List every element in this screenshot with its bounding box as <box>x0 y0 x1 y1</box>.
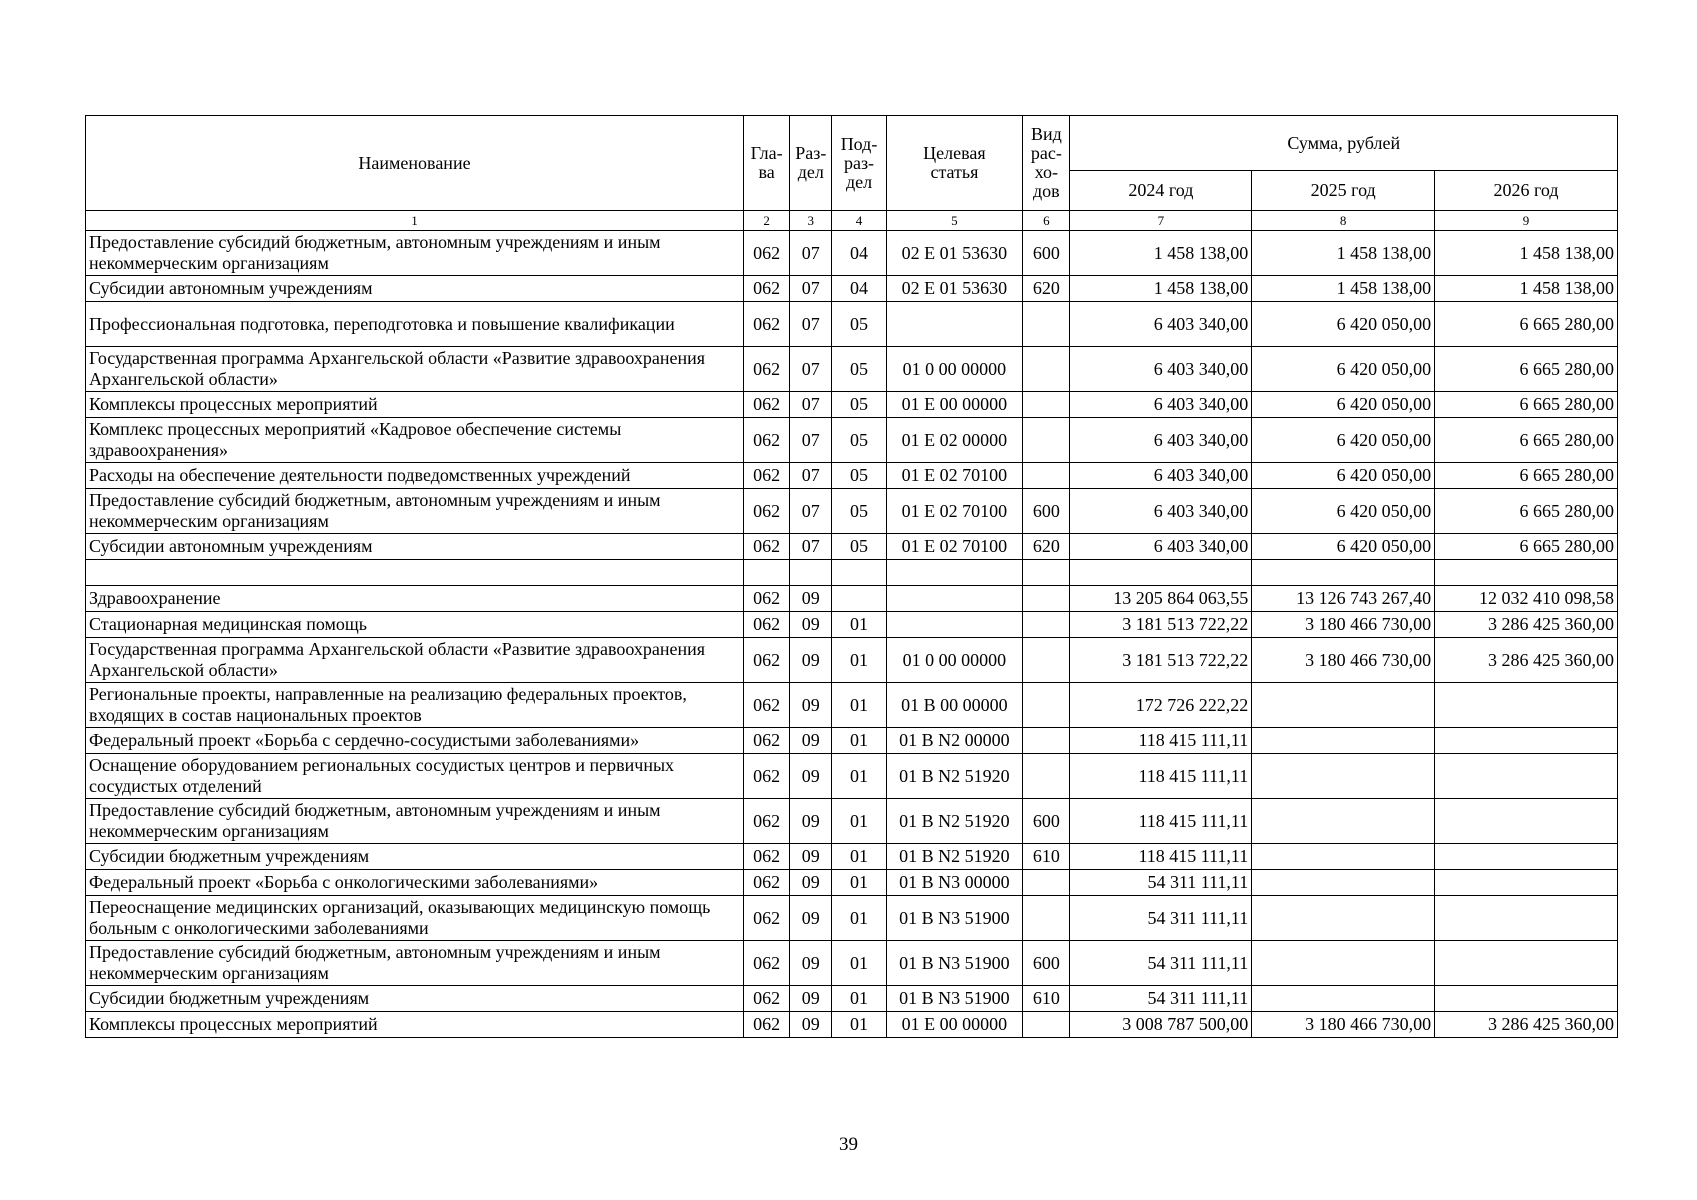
row-name: Переоснащение медицинских организаций, оказывающих медицинскую помощь больным с онкологическими заболеваниями <box>86 896 744 941</box>
row-target-article <box>886 302 1023 347</box>
row-section: 07 <box>790 276 832 302</box>
table-row <box>86 489 1618 534</box>
row-subsection: 05 <box>832 534 886 560</box>
table-row <box>86 231 1618 276</box>
row-subsection: 01 <box>832 941 886 986</box>
row-target-article: 01 В 00 00000 <box>886 683 1023 728</box>
row-expense-type <box>1023 586 1070 612</box>
row-subsection: 01 <box>832 870 886 896</box>
row-name: Предоставление субсидий бюджетным, автономным учреждениям и иным некоммерческим организациям <box>86 799 744 844</box>
row-sum-2025 <box>1252 799 1435 844</box>
row-expense-type <box>1023 638 1070 683</box>
row-sum-2024: 118 415 111,11 <box>1070 799 1252 844</box>
row-target-article <box>886 560 1023 586</box>
table-body <box>86 231 1618 1038</box>
row-chapter: 062 <box>744 534 790 560</box>
row-section: 09 <box>790 612 832 638</box>
row-target-article: 01 Е 02 70100 <box>886 463 1023 489</box>
row-name: Предоставление субсидий бюджетным, автономным учреждениям и иным некоммерческим организациям <box>86 231 744 276</box>
column-number: 2 <box>744 211 790 231</box>
header-year-2026: 2026 год <box>1435 171 1618 211</box>
row-subsection: 01 <box>832 1012 886 1038</box>
row-target-article: 01 0 00 00000 <box>886 347 1023 392</box>
row-expense-type: 610 <box>1023 844 1070 870</box>
table-row <box>86 799 1618 844</box>
row-sum-2026: 6 665 280,00 <box>1435 463 1618 489</box>
page-number: 39 <box>839 1134 858 1155</box>
table-row <box>86 638 1618 683</box>
table-row <box>86 276 1618 302</box>
row-name: Здравоохранение <box>86 586 744 612</box>
row-chapter: 062 <box>744 231 790 276</box>
row-expense-type: 600 <box>1023 799 1070 844</box>
row-chapter: 062 <box>744 799 790 844</box>
row-chapter <box>744 560 790 586</box>
column-number: 1 <box>86 211 744 231</box>
row-target-article <box>886 586 1023 612</box>
header-target-article: Целевая статья <box>886 116 1023 211</box>
row-sum-2024: 13 205 864 063,55 <box>1070 586 1252 612</box>
row-sum-2026: 1 458 138,00 <box>1435 231 1618 276</box>
row-name: Федеральный проект «Борьба с онкологическими заболеваниями» <box>86 870 744 896</box>
row-target-article: 01 Е 00 00000 <box>886 1012 1023 1038</box>
row-sum-2024: 6 403 340,00 <box>1070 302 1252 347</box>
row-section: 09 <box>790 896 832 941</box>
row-section: 07 <box>790 231 832 276</box>
header-year-2025: 2025 год <box>1252 171 1435 211</box>
row-sum-2026: 12 032 410 098,58 <box>1435 586 1618 612</box>
row-sum-2024: 3 181 513 722,22 <box>1070 638 1252 683</box>
row-sum-2024: 118 415 111,11 <box>1070 728 1252 754</box>
row-sum-2026: 3 286 425 360,00 <box>1435 638 1618 683</box>
row-sum-2025 <box>1252 986 1435 1012</box>
column-number: 5 <box>886 211 1023 231</box>
row-subsection: 01 <box>832 754 886 799</box>
row-sum-2026: 6 665 280,00 <box>1435 347 1618 392</box>
row-sum-2025 <box>1252 683 1435 728</box>
row-expense-type <box>1023 683 1070 728</box>
row-section: 07 <box>790 347 832 392</box>
row-name: Расходы на обеспечение деятельности подведомственных учреждений <box>86 463 744 489</box>
row-name: Предоставление субсидий бюджетным, автономным учреждениям и иным некоммерческим организациям <box>86 489 744 534</box>
row-sum-2024: 1 458 138,00 <box>1070 231 1252 276</box>
column-number: 4 <box>832 211 886 231</box>
budget-table <box>85 115 1618 1038</box>
row-name: Комплексы процессных мероприятий <box>86 1012 744 1038</box>
row-sum-2024: 6 403 340,00 <box>1070 347 1252 392</box>
row-sum-2024: 6 403 340,00 <box>1070 418 1252 463</box>
row-chapter: 062 <box>744 754 790 799</box>
row-expense-type <box>1023 896 1070 941</box>
table-row <box>86 463 1618 489</box>
row-section: 09 <box>790 754 832 799</box>
row-name: Оснащение оборудованием региональных сосудистых центров и первичных сосудистых отделений <box>86 754 744 799</box>
row-target-article: 01 В N2 00000 <box>886 728 1023 754</box>
row-sum-2024: 3 008 787 500,00 <box>1070 1012 1252 1038</box>
row-name: Субсидии бюджетным учреждениям <box>86 844 744 870</box>
row-sum-2026: 6 665 280,00 <box>1435 392 1618 418</box>
row-subsection: 05 <box>832 418 886 463</box>
row-sum-2025: 3 180 466 730,00 <box>1252 638 1435 683</box>
row-name: Субсидии автономным учреждениям <box>86 276 744 302</box>
row-section: 09 <box>790 844 832 870</box>
table-row <box>86 560 1618 586</box>
row-sum-2025: 6 420 050,00 <box>1252 534 1435 560</box>
row-sum-2026 <box>1435 560 1618 586</box>
row-name: Субсидии бюджетным учреждениям <box>86 986 744 1012</box>
row-chapter: 062 <box>744 418 790 463</box>
row-subsection: 01 <box>832 799 886 844</box>
row-subsection: 05 <box>832 489 886 534</box>
row-subsection: 01 <box>832 683 886 728</box>
row-sum-2026: 3 286 425 360,00 <box>1435 1012 1618 1038</box>
row-sum-2024: 6 403 340,00 <box>1070 463 1252 489</box>
row-section: 07 <box>790 489 832 534</box>
row-sum-2025 <box>1252 754 1435 799</box>
row-sum-2026: 6 665 280,00 <box>1435 418 1618 463</box>
table-row <box>86 302 1618 347</box>
row-chapter: 062 <box>744 683 790 728</box>
table-row <box>86 418 1618 463</box>
row-chapter: 062 <box>744 347 790 392</box>
row-expense-type: 620 <box>1023 534 1070 560</box>
row-name <box>86 560 744 586</box>
row-sum-2024: 1 458 138,00 <box>1070 276 1252 302</box>
row-sum-2026 <box>1435 896 1618 941</box>
row-expense-type <box>1023 392 1070 418</box>
row-target-article: 01 В N2 51920 <box>886 754 1023 799</box>
row-sum-2025 <box>1252 870 1435 896</box>
row-section: 07 <box>790 418 832 463</box>
row-target-article: 01 Е 02 70100 <box>886 489 1023 534</box>
row-name: Профессиональная подготовка, переподготовка и повышение квалификации <box>86 302 744 347</box>
row-subsection: 01 <box>832 844 886 870</box>
row-name: Государственная программа Архангельской области «Развитие здравоохранения Архангельской области» <box>86 638 744 683</box>
row-sum-2026: 3 286 425 360,00 <box>1435 612 1618 638</box>
row-name: Государственная программа Архангельской области «Развитие здравоохранения Архангельской области» <box>86 347 744 392</box>
row-section: 09 <box>790 870 832 896</box>
row-expense-type <box>1023 418 1070 463</box>
header-expense-type: Вид рас- хо- дов <box>1023 116 1070 211</box>
row-target-article: 01 В N2 51920 <box>886 844 1023 870</box>
row-chapter: 062 <box>744 612 790 638</box>
row-subsection: 05 <box>832 463 886 489</box>
row-section: 09 <box>790 986 832 1012</box>
row-sum-2026 <box>1435 754 1618 799</box>
row-sum-2026: 1 458 138,00 <box>1435 276 1618 302</box>
row-subsection: 01 <box>832 728 886 754</box>
row-name: Субсидии автономным учреждениям <box>86 534 744 560</box>
header-year-2024: 2024 год <box>1070 171 1252 211</box>
column-number: 3 <box>790 211 832 231</box>
row-sum-2025 <box>1252 941 1435 986</box>
row-sum-2024: 54 311 111,11 <box>1070 896 1252 941</box>
row-sum-2024: 3 181 513 722,22 <box>1070 612 1252 638</box>
row-section: 09 <box>790 728 832 754</box>
row-expense-type <box>1023 870 1070 896</box>
row-target-article: 01 В N3 00000 <box>886 870 1023 896</box>
row-target-article: 01 В N3 51900 <box>886 896 1023 941</box>
table-row <box>86 844 1618 870</box>
row-name: Региональные проекты, направленные на реализацию федеральных проектов, входящих в состав национальных проектов <box>86 683 744 728</box>
row-sum-2025: 13 126 743 267,40 <box>1252 586 1435 612</box>
row-expense-type <box>1023 560 1070 586</box>
row-chapter: 062 <box>744 392 790 418</box>
column-number: 9 <box>1435 211 1618 231</box>
row-chapter: 062 <box>744 586 790 612</box>
row-expense-type <box>1023 1012 1070 1038</box>
row-name: Предоставление субсидий бюджетным, автономным учреждениям и иным некоммерческим организациям <box>86 941 744 986</box>
row-sum-2025: 6 420 050,00 <box>1252 489 1435 534</box>
row-sum-2025 <box>1252 560 1435 586</box>
row-expense-type <box>1023 754 1070 799</box>
row-sum-2025 <box>1252 844 1435 870</box>
row-subsection: 05 <box>832 302 886 347</box>
header-chapter: Гла- ва <box>744 116 790 211</box>
row-sum-2025: 6 420 050,00 <box>1252 347 1435 392</box>
table-row <box>86 586 1618 612</box>
row-expense-type: 610 <box>1023 986 1070 1012</box>
row-subsection <box>832 586 886 612</box>
row-sum-2025: 1 458 138,00 <box>1252 231 1435 276</box>
row-section: 09 <box>790 586 832 612</box>
row-target-article: 01 Е 02 00000 <box>886 418 1023 463</box>
row-expense-type <box>1023 463 1070 489</box>
row-sum-2025: 6 420 050,00 <box>1252 302 1435 347</box>
row-sum-2025: 3 180 466 730,00 <box>1252 612 1435 638</box>
column-number: 7 <box>1070 211 1252 231</box>
row-subsection <box>832 560 886 586</box>
row-sum-2024 <box>1070 560 1252 586</box>
header-section: Раз- дел <box>790 116 832 211</box>
table-row <box>86 986 1618 1012</box>
row-sum-2025: 3 180 466 730,00 <box>1252 1012 1435 1038</box>
row-sum-2024: 54 311 111,11 <box>1070 986 1252 1012</box>
row-expense-type <box>1023 728 1070 754</box>
row-section: 09 <box>790 638 832 683</box>
row-chapter: 062 <box>744 638 790 683</box>
row-expense-type: 600 <box>1023 941 1070 986</box>
row-expense-type <box>1023 347 1070 392</box>
table-row <box>86 941 1618 986</box>
row-chapter: 062 <box>744 896 790 941</box>
table-row <box>86 683 1618 728</box>
row-sum-2025: 6 420 050,00 <box>1252 463 1435 489</box>
row-expense-type: 620 <box>1023 276 1070 302</box>
row-sum-2024: 6 403 340,00 <box>1070 392 1252 418</box>
row-section: 07 <box>790 534 832 560</box>
row-section: 09 <box>790 1012 832 1038</box>
row-target-article <box>886 612 1023 638</box>
row-section: 09 <box>790 799 832 844</box>
row-name: Комплекс процессных мероприятий «Кадровое обеспечение системы здравоохранения» <box>86 418 744 463</box>
row-sum-2026 <box>1435 844 1618 870</box>
row-chapter: 062 <box>744 870 790 896</box>
row-name: Стационарная медицинская помощь <box>86 612 744 638</box>
row-chapter: 062 <box>744 941 790 986</box>
row-sum-2024: 118 415 111,11 <box>1070 754 1252 799</box>
row-expense-type: 600 <box>1023 231 1070 276</box>
header-subsection: Под- раз- дел <box>832 116 886 211</box>
row-expense-type <box>1023 612 1070 638</box>
row-target-article: 02 Е 01 53630 <box>886 276 1023 302</box>
row-sum-2026 <box>1435 870 1618 896</box>
row-sum-2026 <box>1435 683 1618 728</box>
row-chapter: 062 <box>744 844 790 870</box>
row-sum-2025: 1 458 138,00 <box>1252 276 1435 302</box>
row-sum-2025 <box>1252 896 1435 941</box>
row-target-article: 01 В N2 51920 <box>886 799 1023 844</box>
row-subsection: 04 <box>832 276 886 302</box>
row-expense-type <box>1023 302 1070 347</box>
table-row <box>86 754 1618 799</box>
row-name: Комплексы процессных мероприятий <box>86 392 744 418</box>
header-name: Наименование <box>86 116 744 211</box>
row-target-article: 01 0 00 00000 <box>886 638 1023 683</box>
row-section: 07 <box>790 463 832 489</box>
row-subsection: 05 <box>832 347 886 392</box>
header-sum: Сумма, рублей <box>1070 116 1618 171</box>
row-sum-2024: 6 403 340,00 <box>1070 534 1252 560</box>
row-section: 09 <box>790 941 832 986</box>
table-row <box>86 612 1618 638</box>
row-target-article: 01 Е 00 00000 <box>886 392 1023 418</box>
row-sum-2024: 118 415 111,11 <box>1070 844 1252 870</box>
table-row <box>86 1012 1618 1038</box>
row-chapter: 062 <box>744 302 790 347</box>
row-target-article: 01 Е 02 70100 <box>886 534 1023 560</box>
row-sum-2024: 172 726 222,22 <box>1070 683 1252 728</box>
row-sum-2026 <box>1435 941 1618 986</box>
row-section: 07 <box>790 302 832 347</box>
column-number: 6 <box>1023 211 1070 231</box>
row-subsection: 01 <box>832 638 886 683</box>
row-chapter: 062 <box>744 728 790 754</box>
row-chapter: 062 <box>744 463 790 489</box>
row-target-article: 01 В N3 51900 <box>886 986 1023 1012</box>
row-sum-2026: 6 665 280,00 <box>1435 489 1618 534</box>
row-sum-2026 <box>1435 728 1618 754</box>
row-target-article: 02 Е 01 53630 <box>886 231 1023 276</box>
row-chapter: 062 <box>744 489 790 534</box>
row-subsection: 01 <box>832 612 886 638</box>
row-sum-2026 <box>1435 986 1618 1012</box>
row-subsection: 05 <box>832 392 886 418</box>
row-sum-2026 <box>1435 799 1618 844</box>
row-subsection: 04 <box>832 231 886 276</box>
row-expense-type: 600 <box>1023 489 1070 534</box>
row-section <box>790 560 832 586</box>
row-sum-2026: 6 665 280,00 <box>1435 534 1618 560</box>
row-sum-2025: 6 420 050,00 <box>1252 418 1435 463</box>
row-name: Федеральный проект «Борьба с сердечно-сосудистыми заболеваниями» <box>86 728 744 754</box>
row-sum-2026: 6 665 280,00 <box>1435 302 1618 347</box>
row-sum-2024: 6 403 340,00 <box>1070 489 1252 534</box>
row-subsection: 01 <box>832 986 886 1012</box>
table-row <box>86 392 1618 418</box>
column-number: 8 <box>1252 211 1435 231</box>
table-row <box>86 728 1618 754</box>
row-subsection: 01 <box>832 896 886 941</box>
table-row <box>86 534 1618 560</box>
row-sum-2025 <box>1252 728 1435 754</box>
row-sum-2024: 54 311 111,11 <box>1070 870 1252 896</box>
row-chapter: 062 <box>744 276 790 302</box>
row-target-article: 01 В N3 51900 <box>886 941 1023 986</box>
row-section: 09 <box>790 683 832 728</box>
row-chapter: 062 <box>744 1012 790 1038</box>
row-sum-2024: 54 311 111,11 <box>1070 941 1252 986</box>
row-chapter: 062 <box>744 986 790 1012</box>
table-row <box>86 347 1618 392</box>
column-number-row <box>86 211 1618 231</box>
row-sum-2025: 6 420 050,00 <box>1252 392 1435 418</box>
table-row <box>86 870 1618 896</box>
row-section: 07 <box>790 392 832 418</box>
table-row <box>86 896 1618 941</box>
